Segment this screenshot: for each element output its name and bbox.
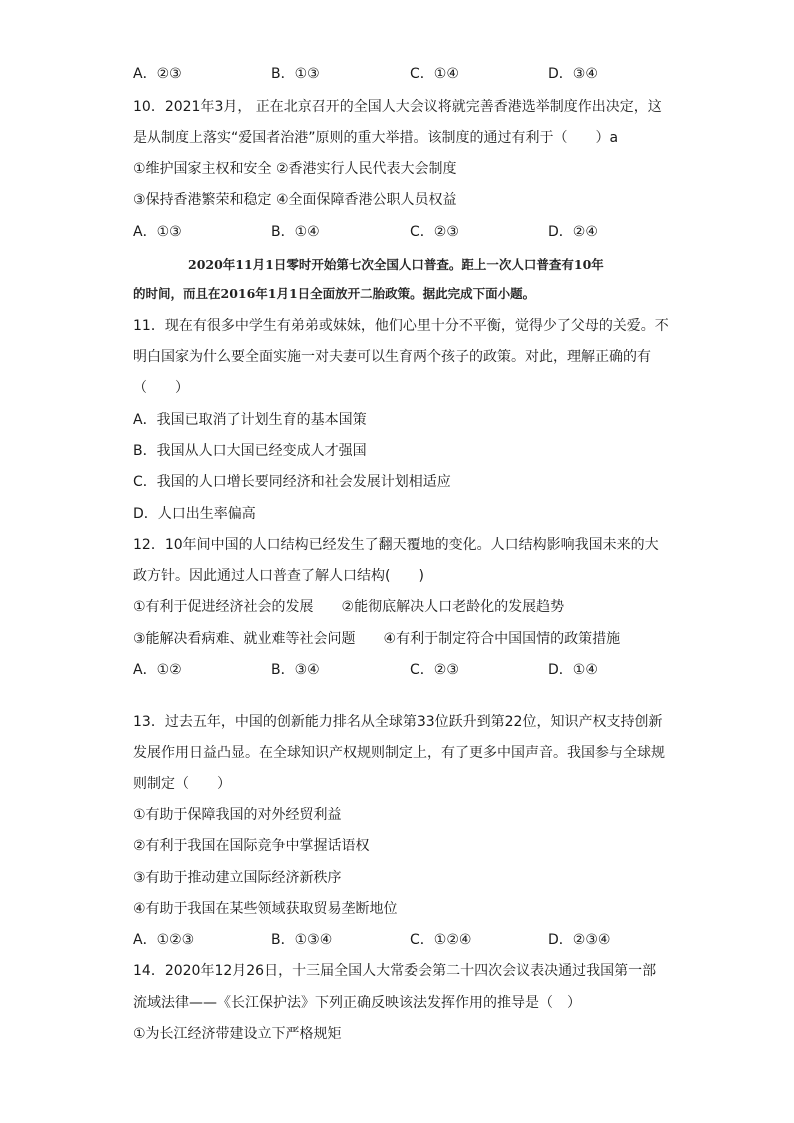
- option-a: A．①②③: [133, 932, 195, 948]
- q11-option-b: B．我国从人口大国已经变成人才强国: [133, 443, 367, 459]
- option-c: C．②③: [410, 224, 459, 240]
- q13-statement-4: ④有助于我国在某些领域获取贸易垄断地位: [133, 901, 398, 917]
- option-c: C．②③: [410, 662, 459, 678]
- material-line-1: 2020年11月1日零时开始第七次全国人口普查。距上一次人口普查有10年: [188, 257, 604, 272]
- option-d: D．③④: [548, 66, 598, 82]
- q10-stem-line-2: 是从制度上落实“爱国者治港”原则的重大举措。该制度的通过有利于（ ）a: [133, 130, 619, 146]
- q12-stem-line-1: 12．10年间中国的人口结构已经发生了翻天覆地的变化。人口结构影响我国未来的大: [133, 537, 659, 553]
- q12-stem-line-2: 政方针。因此通过人口普查了解人口结构( ): [133, 568, 424, 584]
- q12-statement-2: ③能解决看病难、就业难等社会问题 ④有利于制定符合中国国情的政策措施: [133, 631, 621, 647]
- material-line-2: 的时间，而且在2016年1月1日全面放开二胎政策。据此完成下面小题。: [133, 286, 536, 301]
- q14-stem-line-2: 流域法律——《长江保护法》下列正确反映该法发挥作用的推导是（ ）: [133, 995, 581, 1011]
- q10-statement-1: ①维护国家主权和安全 ②香港实行人民代表大会制度: [133, 161, 457, 177]
- q11-option-c: C．我国的人口增长要同经济和社会发展计划相适应: [133, 474, 451, 490]
- q13-statement-1: ①有助于保障我国的对外经贸利益: [133, 807, 342, 823]
- q11-stem-line-3: （ ）: [133, 380, 189, 396]
- q12-statement-1: ①有利于促进经济社会的发展 ②能彻底解决人口老龄化的发展趋势: [133, 599, 565, 615]
- option-d: D．①④: [548, 662, 598, 678]
- q14-statement-1: ①为长江经济带建设立下严格规矩: [133, 1026, 342, 1042]
- option-b: B．①③: [271, 66, 320, 82]
- option-b: B．③④: [271, 662, 320, 678]
- q11-option-d: D．人口出生率偏高: [133, 506, 256, 522]
- q13-statement-3: ③有助于推动建立国际经济新秩序: [133, 870, 342, 886]
- q11-option-a: A．我国已取消了计划生育的基本国策: [133, 412, 367, 428]
- q10-statement-2: ③保持香港繁荣和稳定 ④全面保障香港公职人员权益: [133, 192, 457, 208]
- q14-stem-line-1: 14．2020年12月26日，十三届全国人大常委会第二十四次会议表决通过我国第一部: [133, 963, 657, 979]
- option-c: C．①②④: [410, 932, 472, 948]
- option-d: D．②④: [548, 224, 598, 240]
- option-a: A．①③: [133, 224, 182, 240]
- option-d: D．②③④: [548, 932, 611, 948]
- option-c: C．①④: [410, 66, 459, 82]
- option-a: A．②③: [133, 66, 182, 82]
- q13-stem-line-1: 13．过去五年，中国的创新能力排名从全球第33位跃升到第22位，知识产权支持创新: [133, 714, 663, 730]
- q13-stem-line-3: 则制定（ ）: [133, 776, 231, 792]
- option-b: B．①③④: [271, 932, 333, 948]
- q11-stem-line-2: 明白国家为什么要全面实施一对夫妻可以生育两个孩子的政策。对此，理解正确的有: [133, 349, 651, 365]
- option-b: B．①④: [271, 224, 320, 240]
- q11-stem-line-1: 11．现在有很多中学生有弟弟或妹妹，他们心里十分不平衡，觉得少了父母的关爱。不: [133, 318, 669, 334]
- q10-stem-line-1: 10．2021年3月， 正在北京召开的全国人大会议将就完善香港选举制度作出决定，这: [133, 99, 662, 115]
- option-a: A．①②: [133, 662, 182, 678]
- q13-statement-2: ②有利于我国在国际竞争中掌握话语权: [133, 838, 370, 854]
- q13-stem-line-2: 发展作用日益凸显。在全球知识产权规则制定上，有了更多中国声音。我国参与全球规: [133, 745, 665, 761]
